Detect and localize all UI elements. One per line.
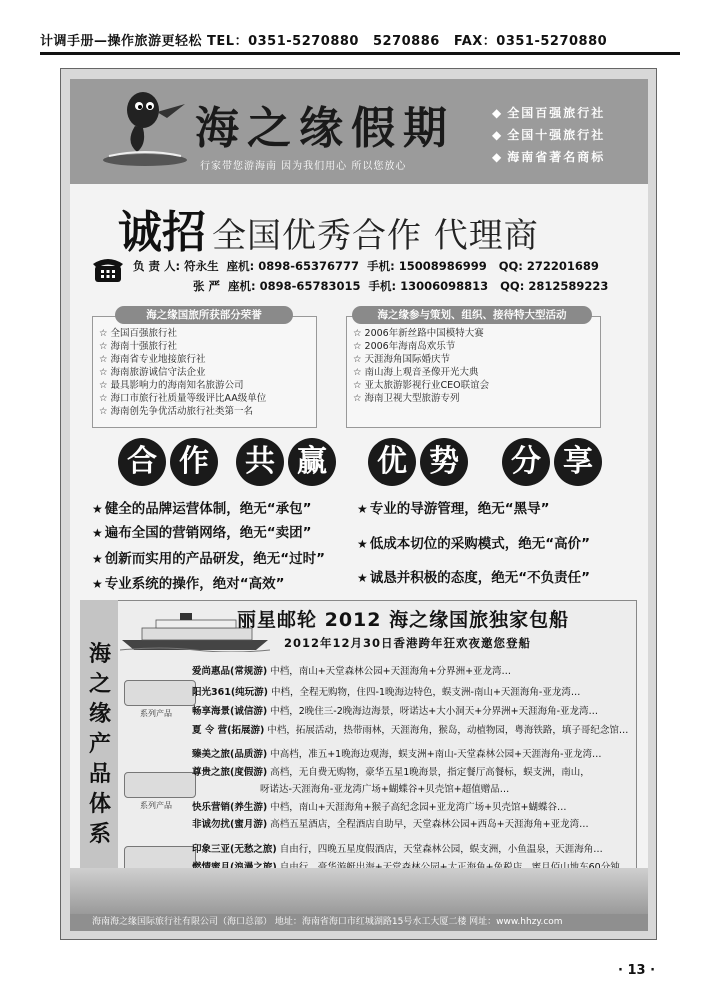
panel-list-item: ☆ 海南卫视大型旅游专列 [353, 393, 460, 404]
star-icon: ★ [357, 502, 368, 516]
recruit-headline [118, 196, 539, 260]
diamond-icon: ◆ [492, 106, 504, 120]
series-logo [124, 772, 196, 798]
star-outline-icon: ☆ [353, 380, 365, 391]
product-row: 爱尚惠品(常规游) 中档，南山+天堂森林公园+天涯海角+分界洲+亚龙湾… [192, 666, 512, 677]
product-row: 呀诺达-天涯海角-亚龙湾广场+蝴蝶谷+贝壳馆+超值赠品… [260, 784, 510, 795]
contact-row: 负 责 人: 符永生 座机: 0898-65376777 手机: 15008986999 QQ: 272201689 [133, 259, 599, 273]
star-outline-icon: ☆ [99, 393, 111, 404]
events-panel-title: 海之缘参与策划、组织、接待特大型活动 [352, 306, 592, 324]
cruise-subtitle: 2012年12月30日香港跨年狂欢夜邀您登船 [284, 636, 532, 650]
product-row: 夏 令 营(拓展游) 中档，拓展活动，热带雨林，天涯海角，猴岛，动植物园，粤海铁路，填子哥纪念馆… [192, 725, 629, 736]
star-icon: ★ [92, 526, 103, 540]
side-title-char: 系 [88, 822, 111, 847]
product-row: 印象三亚(无愁之旅) 自由行，四晚五星度假酒店，天堂森林公园，蜈支洲，小鱼温泉，天涯海角… [192, 844, 603, 855]
star-icon: ★ [357, 571, 368, 585]
page-number: · 13 · [618, 963, 656, 978]
side-title-char: 体 [88, 792, 111, 817]
product-row: 非诚勿扰(蜜月游) 高档五星酒店，全程酒店自助早，天堂森林公园+西岛+天涯海角+亚龙湾… [192, 819, 589, 830]
honors-list [492, 102, 605, 168]
motto-char: 势 [420, 438, 468, 486]
feature-item: ★ 诚恳并积极的态度，绝无“不负责任” [357, 570, 591, 586]
star-icon: ★ [357, 537, 368, 551]
events-panel [346, 316, 601, 428]
panel-list-item: ☆ 2006年新丝路中国模特大赛 [353, 328, 484, 339]
motto-char: 享 [554, 438, 602, 486]
recruit-big: 诚招 [118, 207, 206, 258]
star-icon: ★ [92, 552, 103, 566]
brand-name: 海之缘假期 [195, 103, 455, 154]
panel-list-item: ☆ 海南省专业地接旅行社 [99, 354, 206, 365]
top-slogan: 计调手册—操作旅游更轻松 [40, 34, 203, 49]
feature-item: ★ 低成本切位的采购模式，绝无“高价” [357, 536, 591, 552]
feature-item: ★ 专业系统的操作，绝对“高效” [92, 576, 285, 592]
side-title-char: 品 [88, 762, 111, 787]
recruit-sub: 全国优秀合作 代理商 [212, 216, 539, 256]
diamond-icon: ◆ [492, 128, 504, 142]
star-outline-icon: ☆ [353, 393, 365, 404]
diamond-icon: ◆ [492, 150, 504, 164]
motto-char: 共 [236, 438, 284, 486]
star-outline-icon: ☆ [99, 328, 111, 339]
product-row: 畅享海景(诚信游) 中档，2晚住三-2晚海边海景，呀诺达+大小洞天+分界洲+天涯海角-亚龙湾… [192, 706, 599, 717]
footer-address: 海南海之缘国际旅行社有限公司（海口总部） 地址：海南省海口市红城湖路15号水工大厦二楼 网址：www.hhzy.com [70, 914, 648, 931]
star-icon: ★ [92, 502, 103, 516]
panel-list-item: ☆ 海南旅游诚信守法企业 [99, 367, 206, 378]
panel-list-item: ☆ 天涯海角国际婚庆节 [353, 354, 451, 365]
honor-item: ◆ 全国百强旅行社 [492, 106, 606, 120]
star-outline-icon: ☆ [99, 354, 111, 365]
sea-image [70, 868, 648, 914]
honor-item: ◆ 全国十强旅行社 [492, 128, 606, 142]
star-outline-icon: ☆ [353, 367, 365, 378]
brand-slogan: 行家带您游海南 因为我们用心 所以您放心 [200, 161, 407, 172]
tel-text: TEL：0351-5270880 [207, 34, 359, 49]
star-icon: ★ [92, 577, 103, 591]
star-outline-icon: ☆ [353, 328, 365, 339]
side-title-char: 之 [88, 672, 111, 697]
panel-list-item: ☆ 南山海上观音圣像开光大典 [353, 367, 479, 378]
series-label: 系列产品 [140, 801, 172, 810]
feature-item: ★ 创新而实用的产品研发，绝无“过时” [92, 551, 326, 567]
feature-item: ★ 遍布全国的营销网络，绝无“卖团” [92, 525, 312, 541]
panel-list-item: ☆ 亚太旅游影视行业CEO联谊会 [353, 380, 490, 391]
side-title-char: 产 [88, 732, 111, 757]
panel-list-item: ☆ 最具影响力的海南知名旅游公司 [99, 380, 244, 391]
motto-char: 优 [368, 438, 416, 486]
star-outline-icon: ☆ [99, 341, 111, 352]
fax-text: FAX：0351-5270880 [453, 34, 608, 49]
panel-list-item: ☆ 2006年海南岛欢乐节 [353, 341, 456, 352]
telephone-icon [92, 254, 124, 284]
motto-char: 赢 [288, 438, 336, 486]
product-row: 快乐营销(养生游) 中档，南山+天涯海角+猴子高纪念园+亚龙湾广场+贝壳馆+蝴蝶谷… [192, 802, 567, 813]
panel-list-item: ☆ 海南创先争优活动旅行社类第一名 [99, 406, 254, 417]
panel-list-item: ☆ 海口市旅行社质量等级评比AA级单位 [99, 393, 267, 404]
side-title-char: 缘 [88, 702, 111, 727]
honors-panel [92, 316, 317, 428]
honor-item: ◆ 海南省著名商标 [492, 150, 606, 164]
star-outline-icon: ☆ [99, 367, 111, 378]
motto-circles [0, 438, 719, 488]
motto-char: 合 [118, 438, 166, 486]
series-label: 系列产品 [140, 709, 172, 718]
feature-item: ★ 健全的品牌运营体制，绝无“承包” [92, 501, 312, 517]
star-outline-icon: ☆ [353, 354, 365, 365]
dolphin-mascot-icon [95, 82, 195, 172]
feature-item: ★ 专业的导游管理，绝无“黑导” [357, 501, 550, 517]
cruise-title: 丽星邮轮 2012 海之缘国旅独家包船 [237, 609, 570, 631]
product-side-title [87, 640, 113, 850]
events-panel-list [353, 327, 489, 405]
motto-char: 分 [502, 438, 550, 486]
series-logo [124, 680, 196, 706]
honors-panel-list [99, 327, 266, 418]
product-row: 阳光361(纯玩游) 中档，全程无购物，住四-1晚海边特色，蜈支洲-南山+天涯海角-亚龙湾… [192, 687, 581, 698]
panel-list-item: ☆ 全国百强旅行社 [99, 328, 178, 339]
star-outline-icon: ☆ [99, 380, 111, 391]
star-outline-icon: ☆ [353, 341, 365, 352]
tel2-text: 5270886 [372, 34, 440, 49]
panel-list-item: ☆ 海南十强旅行社 [99, 341, 178, 352]
honors-panel-title: 海之缘国旅所获部分荣誉 [115, 306, 293, 324]
motto-char: 作 [170, 438, 218, 486]
star-outline-icon: ☆ [99, 406, 111, 417]
top-contact-line [40, 30, 680, 52]
top-rule [40, 52, 680, 55]
product-row: 臻美之旅(品质游) 中高档，准五+1晚海边观海，蜈支洲+南山-天堂森林公园+天涯海角-亚龙湾… [192, 749, 602, 760]
side-title-char: 海 [88, 642, 111, 667]
product-row: 尊贵之旅(度假游) 高档，无自费无购物，豪华五星1晚海景，指定餐厅高餐标，蜈支洲，南山， [192, 767, 590, 778]
contact-row: 张 严 座机: 0898-65783015 手机: 13006098813 QQ: 2812589223 [193, 279, 609, 293]
